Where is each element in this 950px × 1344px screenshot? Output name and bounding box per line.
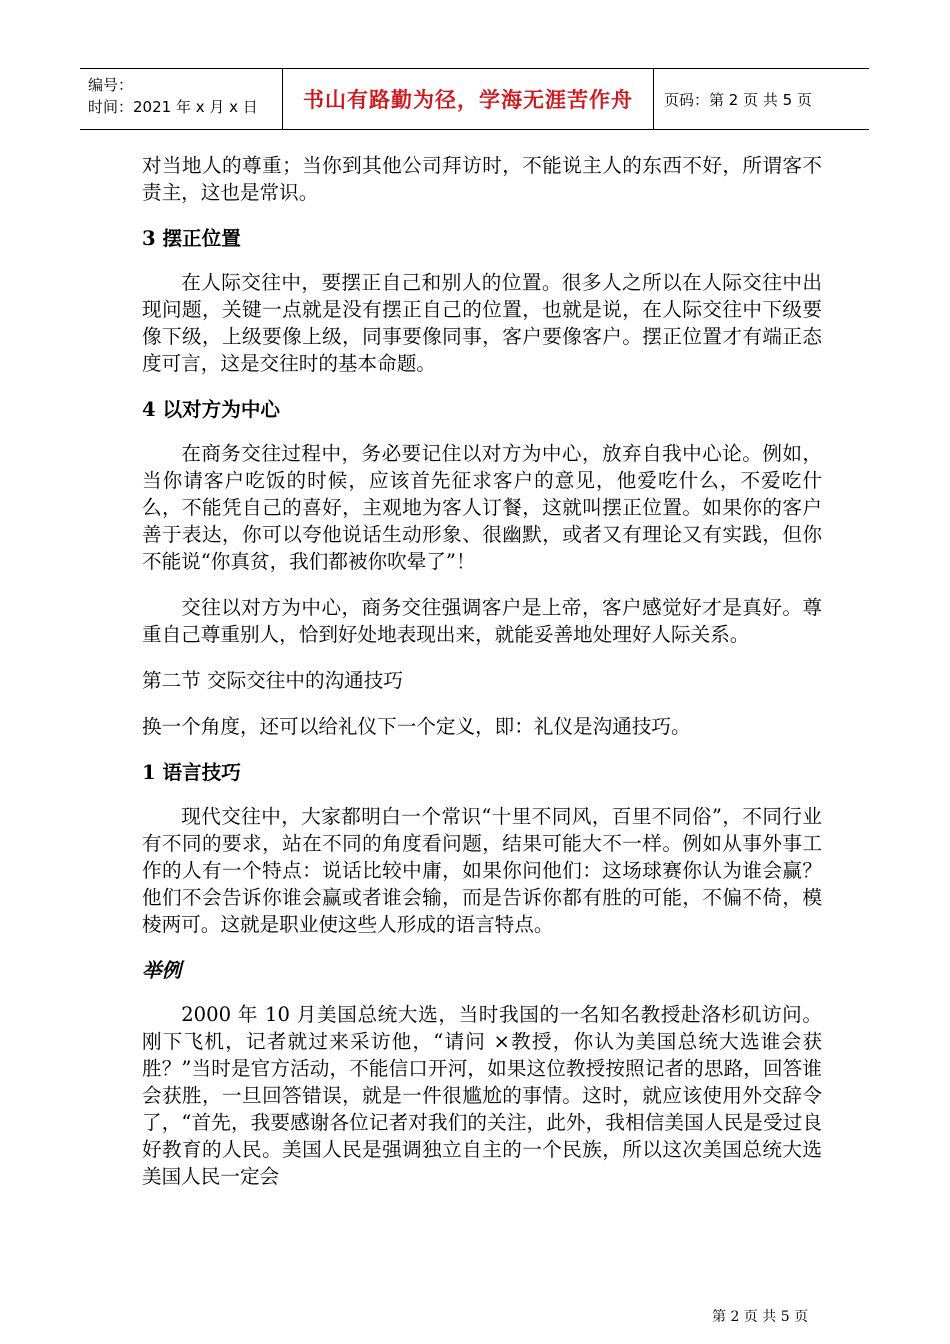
document-number-label: 编号： [88, 76, 134, 94]
section-heading-communication: 第二节 交际交往中的沟通技巧 [142, 669, 403, 692]
paragraph-language-skills: 现代交往中，大家都明白一个常识“十里不同风，百里不同俗”，不同行业有不同的要求，站在不同的角度看问题，结果可能大不一样。例如从事外事工作的人有一个特点：说话比较中庸，如果你问他们：这场球赛你认为谁会赢？他们不会告诉你谁会赢或者谁会输，而是告诉你都有胜的可能，不偏不倚，模棱两可。这就是职业使这些人形成的语言特点。 [142, 805, 822, 936]
header-meta [80, 69, 282, 129]
paragraph-other-centered-b: 交往以对方为中心，商务交往强调客户是上帝，客户感觉好才是真好。尊重自己尊重别人，恰到好处地表现出来，就能妥善地处理好人际关系。 [142, 596, 822, 646]
page-header [80, 68, 869, 130]
paragraph-example: 2000 年 10 月美国总统大选，当时我国的一名知名教授赴洛杉矶访问。刚下飞机，记者就过来采访他，“请问 ×教授，你认为美国总统大选谁会获胜？”当时是官方活动，不能信口开河，如果这位教授按照记者的思路，回答谁会获胜，一旦回答错误，就是一件很尴尬的事情。这时，就应该使用外交辞令了，“首先，我要感谢各位记者对我们的关注，此外，我相信美国人民是受过良好教育的人民。美国人民是强调独立自主的一个民族，所以这次美国总统大选美国人民一定会 [142, 1003, 822, 1188]
heading-other-centered: 4 以对方为中心 [142, 398, 281, 421]
paragraph-definition: 换一个角度，还可以给礼仪下一个定义，即：礼仪是沟通技巧。 [142, 715, 691, 738]
header-motto: 书山有路勤为径，学海无涯苦作舟 [282, 69, 654, 129]
header-page-info: 页码：第 2 页 共 5 页 [664, 90, 812, 109]
page-footer: 第 2 页 共 5 页 [712, 1309, 809, 1325]
paragraph-other-centered-a: 在商务交往过程中，务必要记住以对方为中心，放弃自我中心论。例如，当你请客户吃饭的时候，应该首先征求客户的意见，他爱吃什么，不爱吃什么，不能凭自己的喜好，主观地为客人订餐，这就叫摆正位置。如果你的客户善于表达，你可以夸他说话生动形象、很幽默，或者又有理论又有实践，但你不能说“你真贫，我们都被你吹晕了”！ [142, 442, 822, 573]
document-date: 时间：2021 年 x 月 x 日 [88, 98, 258, 116]
heading-example: 举例 [142, 959, 182, 982]
paragraph-position: 在人际交往中，要摆正自己和别人的位置。很多人之所以在人际交往中出现问题，关键一点就是没有摆正自己的位置，也就是说，在人际交往中下级要像下级，上级要像上级，同事要像同事，客户要像客户。摆正位置才有端正态度可言，这是交往时的基本命题。 [142, 271, 822, 375]
paragraph-intro: 对当地人的尊重；当你到其他公司拜访时，不能说主人的东西不好，所谓客不责主，这也是常识。 [142, 154, 822, 204]
document-body [142, 152, 822, 1190]
heading-language-skills: 1 语言技巧 [142, 761, 241, 784]
heading-position: 3 摆正位置 [142, 227, 241, 250]
